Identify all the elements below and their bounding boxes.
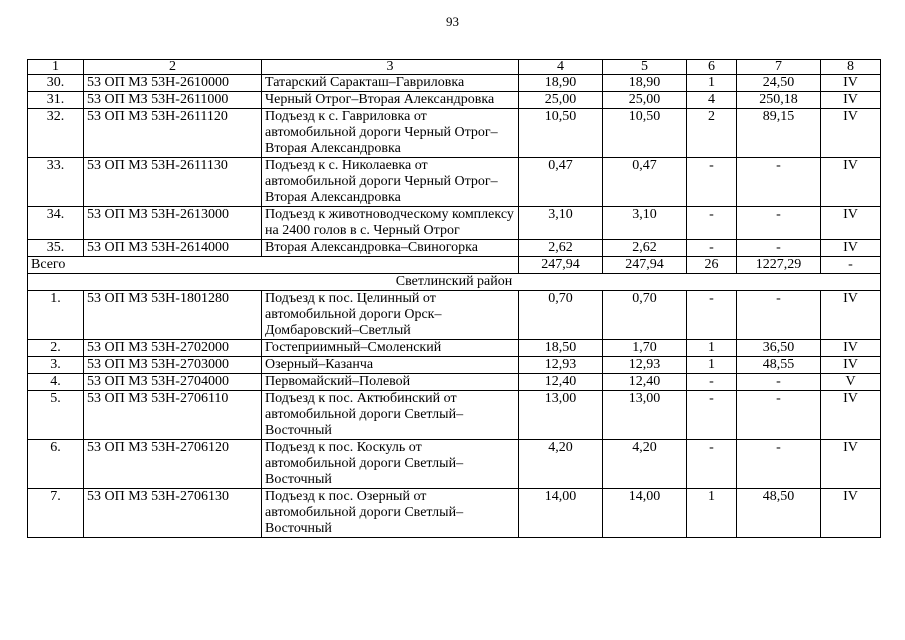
structures-count: - [687,207,737,240]
length-total: 25,00 [519,92,603,109]
structures-length: 36,50 [737,340,821,357]
row-number: 35. [28,240,84,257]
length-paved: 10,50 [603,109,687,158]
header-cell: 7 [737,60,821,75]
road-category: IV [821,340,881,357]
row-number: 34. [28,207,84,240]
length-total: 12,93 [519,357,603,374]
structures-count: 1 [687,75,737,92]
road-name: Подъезд к с. Гавриловка от автомобильной дороги Черный Отрог–Вторая Александровка [262,109,519,158]
road-name: Черный Отрог–Вторая Александровка [262,92,519,109]
length-total: 4,20 [519,440,603,489]
length-paved: 1,70 [603,340,687,357]
total-row [28,257,881,274]
total-count: 26 [687,257,737,274]
road-code: 53 ОП МЗ 53Н-2706130 [84,489,262,538]
structures-count: 1 [687,489,737,538]
road-code: 53 ОП МЗ 53Н-1801280 [84,291,262,340]
road-name: Подъезд к пос. Коскуль от автомобильной дороги Светлый–Восточный [262,440,519,489]
length-paved: 18,90 [603,75,687,92]
road-code: 53 ОП МЗ 53Н-2611130 [84,158,262,207]
road-code: 53 ОП МЗ 53Н-2611120 [84,109,262,158]
structures-length: - [737,391,821,440]
road-name: Вторая Александровка–Свиногорка [262,240,519,257]
table-row [28,489,881,538]
road-code: 53 ОП МЗ 53Н-2610000 [84,75,262,92]
length-total: 0,70 [519,291,603,340]
length-total: 18,50 [519,340,603,357]
road-category: IV [821,357,881,374]
length-total: 10,50 [519,109,603,158]
total-length-paved: 247,94 [603,257,687,274]
total-length-structures: 1227,29 [737,257,821,274]
road-category: IV [821,158,881,207]
road-code: 53 ОП МЗ 53Н-2706120 [84,440,262,489]
length-total: 2,62 [519,240,603,257]
row-number: 1. [28,291,84,340]
road-code: 53 ОП МЗ 53Н-2703000 [84,357,262,374]
length-paved: 25,00 [603,92,687,109]
structures-length: 48,55 [737,357,821,374]
road-name: Гостеприимный–Смоленский [262,340,519,357]
table-body-lower [28,291,881,538]
row-number: 6. [28,440,84,489]
table-body-upper [28,60,881,257]
length-paved: 3,10 [603,207,687,240]
length-total: 13,00 [519,391,603,440]
structures-count: 2 [687,109,737,158]
road-category: V [821,374,881,391]
road-category: IV [821,109,881,158]
road-name: Первомайский–Полевой [262,374,519,391]
structures-length: 24,50 [737,75,821,92]
structures-length: - [737,440,821,489]
road-category: IV [821,207,881,240]
structures-length: - [737,291,821,340]
row-number: 3. [28,357,84,374]
road-category: IV [821,75,881,92]
header-cell: 1 [28,60,84,75]
table-row [28,357,881,374]
length-paved: 12,93 [603,357,687,374]
total-length: 247,94 [519,257,603,274]
structures-count: - [687,158,737,207]
section-title: Светлинский район [28,274,881,291]
road-name: Подъезд к пос. Целинный от автомобильной дороги Орск–Домбаровский–Светлый [262,291,519,340]
structures-count: - [687,240,737,257]
road-category: IV [821,440,881,489]
length-paved: 13,00 [603,391,687,440]
length-paved: 4,20 [603,440,687,489]
length-total: 18,90 [519,75,603,92]
total-label: Всего [28,257,519,274]
row-number: 31. [28,92,84,109]
row-number: 33. [28,158,84,207]
row-number: 5. [28,391,84,440]
header-cell: 2 [84,60,262,75]
row-number: 4. [28,374,84,391]
road-name: Подъезд к пос. Актюбинский от автомобильной дороги Светлый–Восточный [262,391,519,440]
roads-table [27,59,881,538]
table-row [28,374,881,391]
structures-count: - [687,374,737,391]
structures-length: 89,15 [737,109,821,158]
structures-count: - [687,440,737,489]
table-row [28,92,881,109]
table-row [28,75,881,92]
table-row [28,291,881,340]
row-number: 2. [28,340,84,357]
road-code: 53 ОП МЗ 53Н-2702000 [84,340,262,357]
structures-count: - [687,391,737,440]
road-category: IV [821,92,881,109]
row-number: 32. [28,109,84,158]
header-cell: 4 [519,60,603,75]
header-cell: 6 [687,60,737,75]
header-cell: 3 [262,60,519,75]
structures-count: 4 [687,92,737,109]
length-paved: 0,70 [603,291,687,340]
row-number: 7. [28,489,84,538]
row-number: 30. [28,75,84,92]
length-paved: 2,62 [603,240,687,257]
total-category: - [821,257,881,274]
length-total: 3,10 [519,207,603,240]
structures-count: - [687,291,737,340]
length-paved: 14,00 [603,489,687,538]
road-code: 53 ОП МЗ 53Н-2611000 [84,92,262,109]
road-name: Подъезд к с. Николаевка от автомобильной дороги Черный Отрог–Вторая Александровка [262,158,519,207]
structures-count: 1 [687,357,737,374]
length-total: 14,00 [519,489,603,538]
table-body-middle [28,257,881,291]
table-row [28,158,881,207]
road-code: 53 ОП МЗ 53Н-2613000 [84,207,262,240]
structures-length: - [737,207,821,240]
length-paved: 12,40 [603,374,687,391]
road-name: Озерный–Казанча [262,357,519,374]
road-name: Подъезд к пос. Озерный от автомобильной дороги Светлый–Восточный [262,489,519,538]
road-category: IV [821,489,881,538]
table-row [28,391,881,440]
structures-count: 1 [687,340,737,357]
road-code: 53 ОП МЗ 53Н-2704000 [84,374,262,391]
table-row [28,207,881,240]
section-row [28,274,881,291]
header-row [28,60,881,75]
structures-length: - [737,374,821,391]
structures-length: - [737,240,821,257]
table-row [28,240,881,257]
page-number: 93 [446,14,459,29]
table-row [28,440,881,489]
header-cell: 5 [603,60,687,75]
road-category: IV [821,391,881,440]
road-code: 53 ОП МЗ 53Н-2614000 [84,240,262,257]
header-cell: 8 [821,60,881,75]
table-row [28,340,881,357]
road-category: IV [821,291,881,340]
road-category: IV [821,240,881,257]
structures-length: 250,18 [737,92,821,109]
road-name: Татарский Саракташ–Гавриловка [262,75,519,92]
length-paved: 0,47 [603,158,687,207]
structures-length: - [737,158,821,207]
structures-length: 48,50 [737,489,821,538]
length-total: 0,47 [519,158,603,207]
road-code: 53 ОП МЗ 53Н-2706110 [84,391,262,440]
length-total: 12,40 [519,374,603,391]
table-row [28,109,881,158]
road-name: Подъезд к животноводческому комплексу на 2400 голов в с. Черный Отрог [262,207,519,240]
